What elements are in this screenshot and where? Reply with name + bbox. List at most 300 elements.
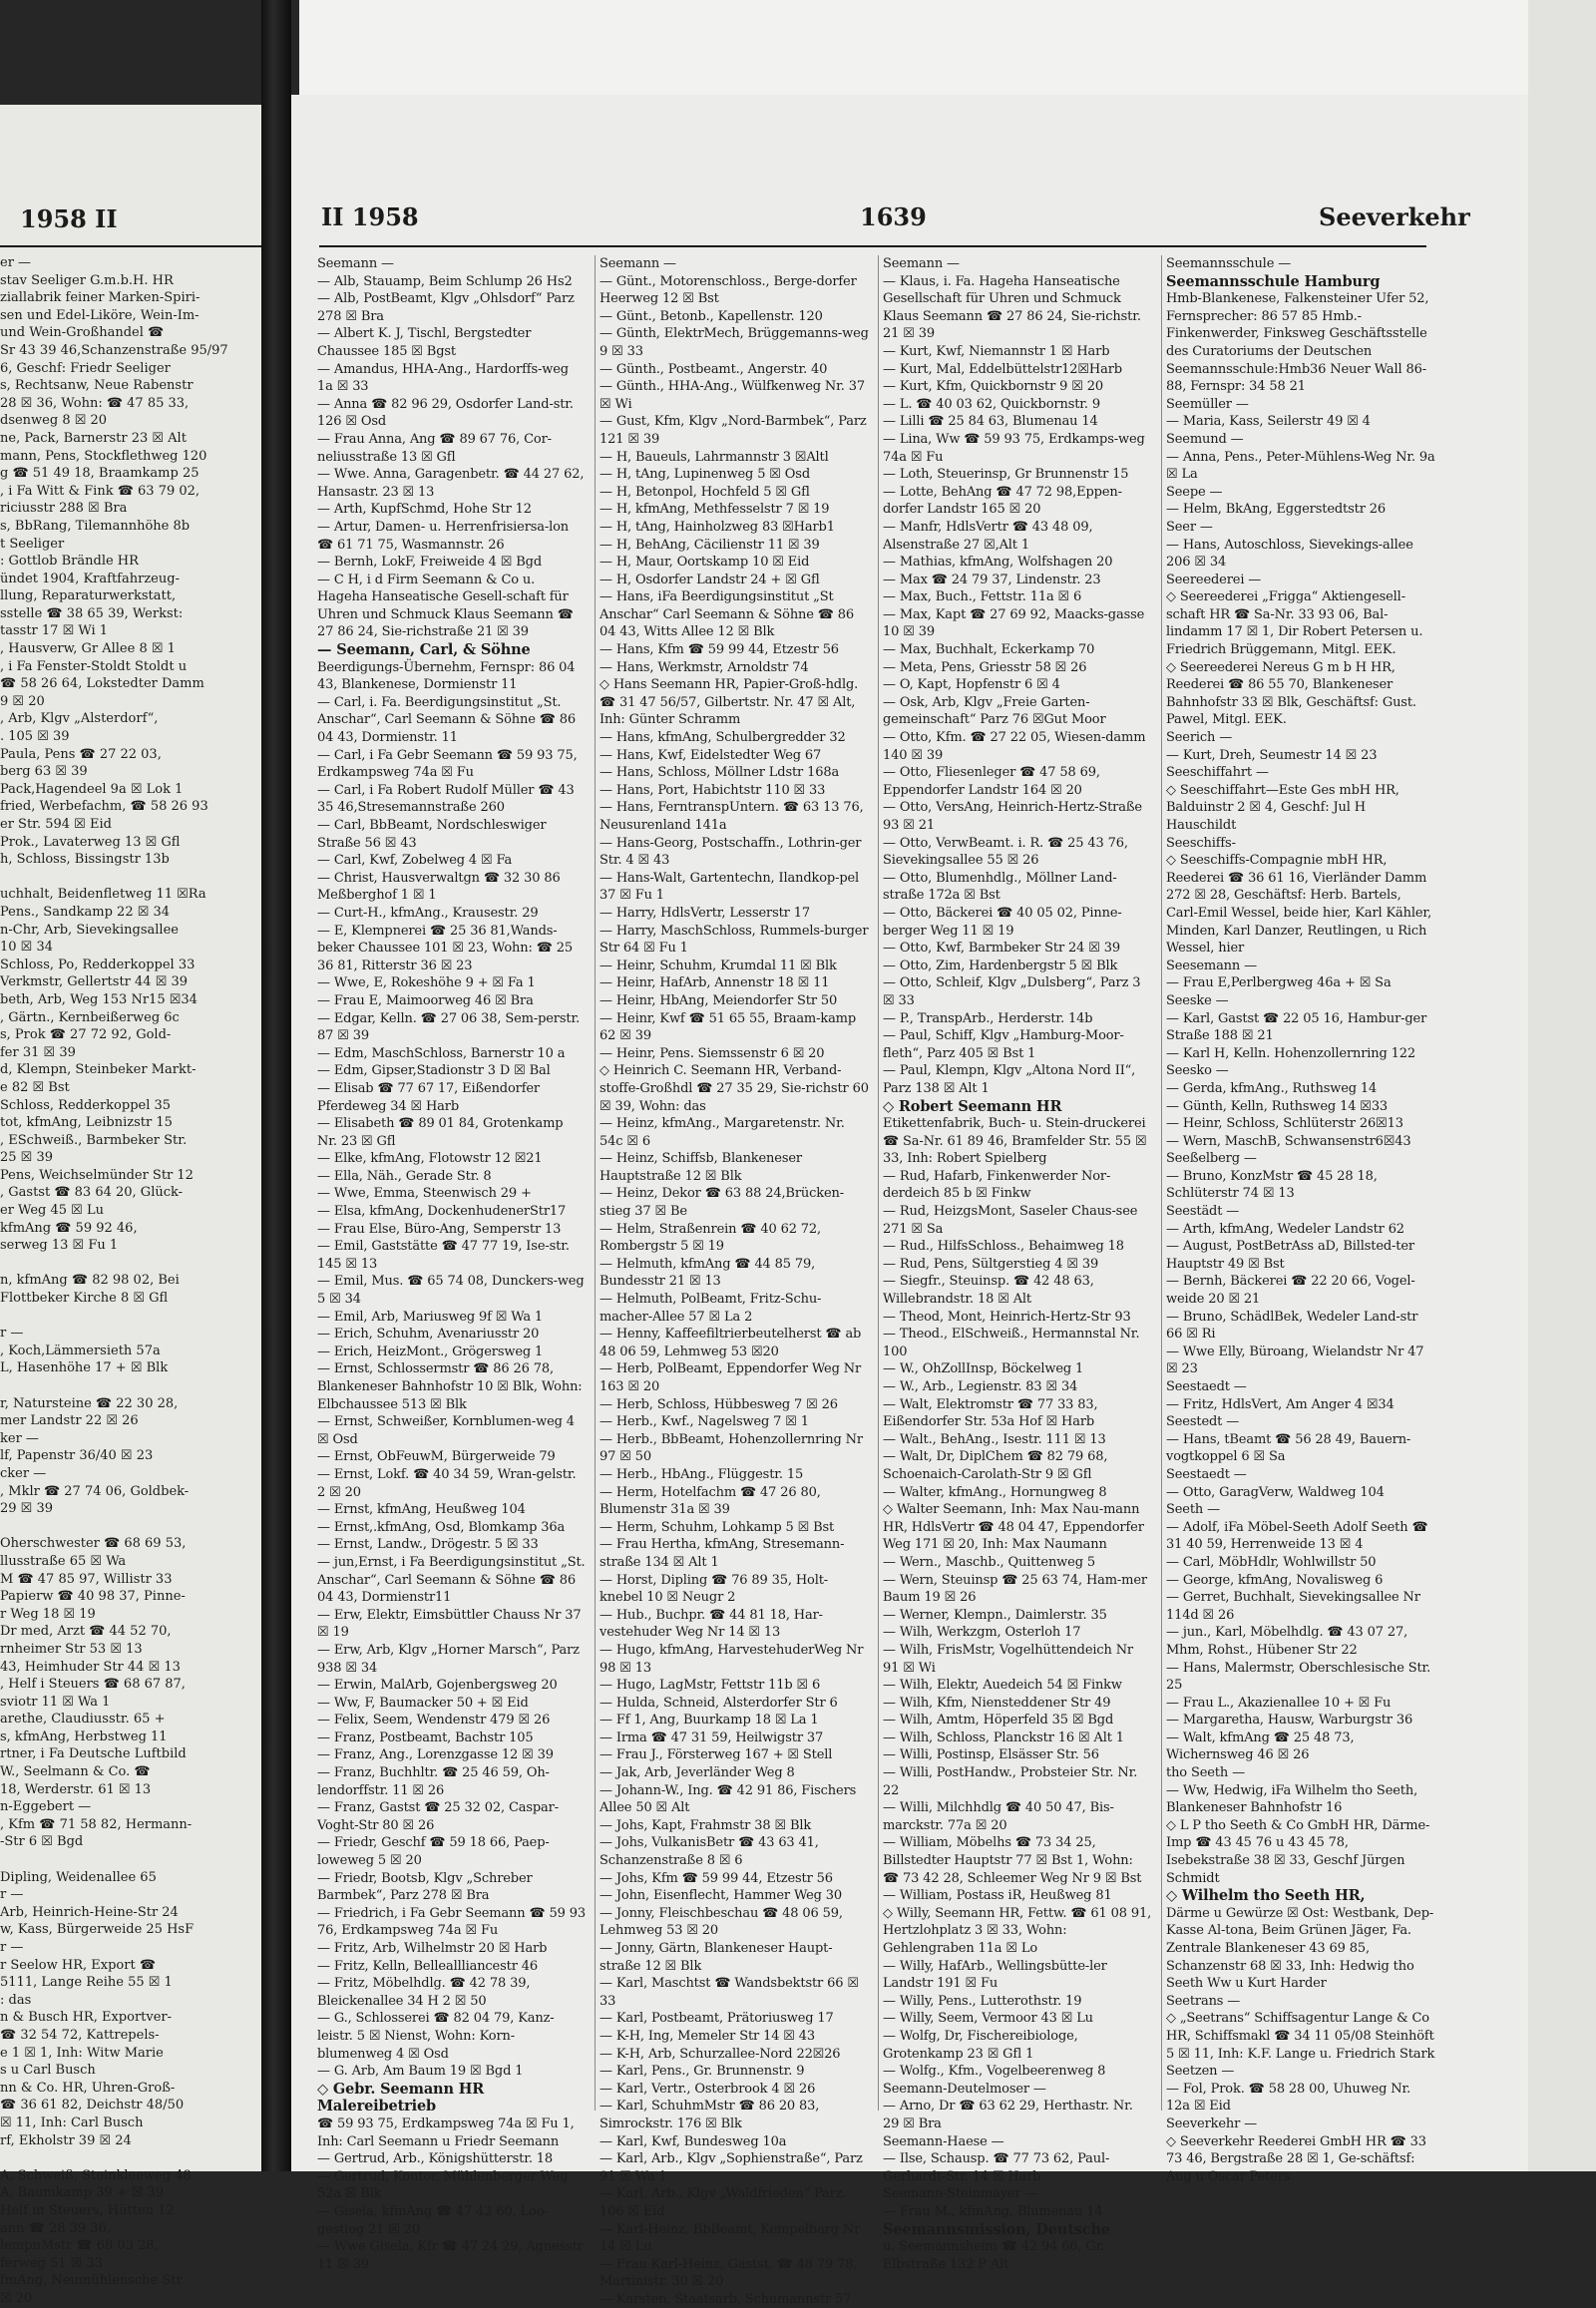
directory-entry-line: tot, kfmAng, Leibnizstr 15 bbox=[0, 1115, 173, 1131]
directory-entry-line: 10 ☒ 34 bbox=[0, 940, 54, 956]
directory-entry: — George, kfmAng, Novalisweg 6 bbox=[1166, 1572, 1384, 1588]
directory-entry-line: h, Schloss, Bissingstr 13b bbox=[0, 852, 170, 868]
directory-entry-line: 5111, Lange Reihe 55 ☒ 1 bbox=[0, 1975, 173, 1991]
directory-entry: — Otto, Bäckerei ☎ 40 05 02, Pinne-berger Weg 11 ☒ 19 bbox=[883, 905, 1122, 939]
directory-entry: — Herb., HbAng., Flüggestr. 15 bbox=[599, 1466, 804, 1482]
directory-entry: — Erich, Schuhm, Avenariusstr 20 bbox=[317, 1327, 540, 1343]
left-page-header: 1958 II bbox=[20, 204, 118, 233]
directory-entry-line: stav Seeliger G.m.b.H. HR bbox=[0, 272, 174, 288]
firm-heading: Seemannsmission, Deutsche bbox=[883, 2220, 1110, 2238]
scan-background-top bbox=[299, 0, 1528, 95]
directory-entry: — Artur, Damen- u. Herrenfrisiersa-lon ☎ 61 71 75, Wasmannstr. 26 bbox=[317, 519, 570, 553]
directory-entry-line: serweg 13 ☒ Fu 1 bbox=[0, 1238, 119, 1254]
directory-entry: — Kurt, Kwf, Niemannstr 1 ☒ Harb bbox=[883, 343, 1110, 359]
directory-entry-line: rnheimer Str 53 ☒ 13 bbox=[0, 1641, 143, 1657]
directory-entry: — Frau L., Akazienallee 10 + ☒ Fu bbox=[1166, 1695, 1392, 1711]
directory-entry: — Otto, VerwBeamt. i. R. ☎ 25 43 76, Sievekingsallee 55 ☒ 26 bbox=[883, 835, 1128, 869]
directory-entry: — Theod, Mont, Heinrich-Hertz-Str 93 bbox=[883, 1309, 1131, 1325]
directory-entry-line: Dipling, Weidenallee 65 bbox=[0, 1869, 157, 1885]
surname-heading: Seepe — bbox=[1166, 484, 1223, 500]
directory-entry: — Franz, Postbeamt, Bachstr 105 bbox=[317, 1730, 534, 1745]
surname-heading: Seemann — bbox=[883, 256, 960, 271]
directory-entry: — Carl, Kwf, Zobelweg 4 ☒ Fa bbox=[317, 853, 513, 869]
directory-entry: — Wilh, Werkzgm, Osterloh 17 bbox=[883, 1625, 1081, 1641]
directory-entry-line: llusstraße 65 ☒ Wa bbox=[0, 1553, 127, 1569]
directory-entry-line: ne, Pack, Barnerstr 23 ☒ Alt bbox=[0, 430, 187, 446]
directory-entry: — Manfr, HdlsVertr ☎ 43 48 09, Alsenstraße 27 ☒,Alt 1 bbox=[883, 519, 1093, 553]
directory-entry: — Bruno, KonzMstr ☎ 45 28 18, Schlüterstr 74 ☒ 13 bbox=[1166, 1168, 1378, 1202]
directory-entry: — Johann-W., Ing. ☎ 42 91 86, Fischers Allee 50 ☒ Alt bbox=[599, 1782, 857, 1816]
directory-entry: — Wwe. Anna, Garagenbetr. ☎ 44 27 62, Hansastr. 23 ☒ 13 bbox=[317, 467, 585, 500]
directory-entry-line: uchhalt, Beidenfletweg 11 ☒Ra bbox=[0, 887, 206, 903]
surname-heading: Seemann-Haese — bbox=[883, 2133, 1004, 2149]
directory-entry: — Hans-Georg, Postschaffn., Lothrin-ger Str. 4 ☒ 43 bbox=[599, 835, 862, 869]
directory-entry-line: ☎ 36 61 82, Deichstr 48/50 bbox=[0, 2098, 185, 2114]
directory-entry-line: -Str 6 ☒ Bgd bbox=[0, 1834, 84, 1850]
left-header-rule bbox=[0, 245, 261, 247]
directory-entry: — Hans, iFa Beerdigungsinstitut „St Anschar“ Carl Seemann & Söhne ☎ 86 04 43, Witts Allee 12 ☒ Blk bbox=[599, 589, 855, 640]
directory-entry: — Frau Anna, Ang ☎ 89 67 76, Cor-neliusstraße 13 ☒ Gfl bbox=[317, 431, 552, 465]
directory-entry-line: s, BbRang, Tilemannhöhe 8b bbox=[0, 518, 191, 534]
directory-entry-line: mer Landstr 22 ☒ 26 bbox=[0, 1413, 139, 1429]
directory-entry: — Rud, Pens, Sültgerstieg 4 ☒ 39 bbox=[883, 1256, 1099, 1272]
directory-entry: Hmb-Blankenese, Falkensteiner Ufer 52, Fernsprecher: 86 57 85 Hmb.-Finkenwerder, Finksweg Geschäftsstelle des Curatoriums der Deutschen Seemannsschule:Hmb36 Neuer Wall 86-88, Fernspr: 34 58 21 bbox=[1166, 291, 1429, 395]
directory-entry: — Walt, Elektromstr ☎ 77 33 83, Eißendorfer Str. 53a Hof ☒ Harb bbox=[883, 1396, 1098, 1430]
directory-entry: — Helm, BkAng, Eggerstedtstr 26 bbox=[1166, 502, 1387, 518]
directory-entry-line: sen und Edel-Liköre, Wein-Im- bbox=[0, 307, 200, 323]
directory-entry-line bbox=[0, 869, 261, 887]
directory-entry: — Loth, Steuerinsp, Gr Brunnenstr 15 bbox=[883, 467, 1129, 483]
directory-entry-line: 25 ☒ 39 bbox=[0, 1150, 54, 1166]
directory-entry: — Hugo, LagMstr, Fettstr 11b ☒ 6 bbox=[599, 1678, 821, 1694]
directory-entry: — Kurt, Mal, Eddelbüttelstr12☒Harb bbox=[883, 361, 1122, 377]
directory-entry: — Ernst, Lokf. ☎ 40 34 59, Wran-gelstr. 2 ☒ 20 bbox=[317, 1466, 577, 1500]
directory-entry: — Bernh, LokF, Freiweide 4 ☒ Bgd bbox=[317, 555, 542, 571]
directory-entry: — Günth., Postbeamt., Angerstr. 40 bbox=[599, 361, 828, 377]
directory-entry: — Otto, Blumenhdlg., Möllner Land-straße 172a ☒ Bst bbox=[883, 870, 1117, 904]
firm-heading: — Seemann, Carl, & Söhne bbox=[317, 641, 531, 659]
directory-entry: — Otto, Zim, Hardenbergstr 5 ☒ Blk bbox=[883, 958, 1118, 973]
directory-entry: — Frau Karl-Heinz, Gastst. ☎ 48 79 78, Martinistr. 30 ☒ 20 bbox=[599, 2256, 858, 2290]
directory-entry: — Hub., Buchpr. ☎ 44 81 18, Har-vestehuder Weg Nr 14 ☒ 13 bbox=[599, 1607, 823, 1641]
directory-entry-line: und Wein-Großhandel ☎ bbox=[0, 325, 165, 341]
directory-entry: — Frau Else, Büro-Ang, Semperstr 13 bbox=[317, 1221, 562, 1237]
directory-entry: — Wilh, Amtm, Höperfeld 35 ☒ Bgd bbox=[883, 1713, 1114, 1729]
directory-entry: — Otto, GaragVerw, Waldweg 104 bbox=[1166, 1484, 1385, 1500]
directory-entry: — Anna ☎ 82 96 29, Osdorfer Land-str. 126 ☒ Osd bbox=[317, 396, 574, 430]
directory-entry: — Frau E, Maimoorweg 46 ☒ Bra bbox=[317, 992, 534, 1008]
directory-entry: — Walt, kfmAng ☎ 25 48 73, Wichernsweg 46 ☒ 26 bbox=[1166, 1730, 1355, 1763]
directory-entry-line bbox=[0, 2149, 261, 2167]
directory-entry-line: Verkmstr, Gellertstr 44 ☒ 39 bbox=[0, 974, 189, 990]
directory-entry-line: , Mklr ☎ 27 74 06, Goldbek- bbox=[0, 1483, 190, 1499]
directory-entry: Etikettenfabrik, Buch- u. Stein-druckerei ☎ Sa-Nr. 61 89 46, Bramfelder Str. 55 ☒ 33, Inh: Robert Spielberg bbox=[883, 1116, 1147, 1167]
directory-entry: — Carl, MöbHdlr, Wohlwillstr 50 bbox=[1166, 1554, 1377, 1570]
directory-entry: ◇ Seereederei Nereus G m b H HR, Reederei ☎ 86 55 70, Blankeneser Bahnhofstr 33 ☒ Blk, Geschäftsf: Gust. Pawel, Mitgl. EEK. bbox=[1166, 659, 1416, 728]
directory-entry: — Friedr, Bootsb, Klgv „Schreber Barmbek“, Parz 278 ☒ Bra bbox=[317, 1870, 533, 1904]
directory-entry: — John, Eisenflecht, Hammer Weg 30 bbox=[599, 1888, 843, 1904]
directory-entry-line: M ☎ 47 85 97, Willistr 33 bbox=[0, 1571, 173, 1587]
directory-entry: — Anna, Pens., Peter-Mühlens-Weg Nr. 9a ☒ La bbox=[1166, 449, 1435, 483]
directory-entry: — Otto, Kfm. ☎ 27 22 05, Wiesen-damm 140 ☒ 39 bbox=[883, 730, 1146, 763]
directory-entry: — Otto, Schleif, Klgv „Dulsberg“, Parz 3 ☒ 33 bbox=[883, 975, 1141, 1008]
directory-entry: — H, Betonpol, Hochfeld 5 ☒ Gfl bbox=[599, 484, 810, 500]
directory-entry-line: Schloss, Po, Redderkoppel 33 bbox=[0, 957, 196, 972]
directory-entry-line: Pens, Weichselmünder Str 12 bbox=[0, 1167, 194, 1183]
directory-entry: — Erwin, MalArb, Gojenbergsweg 20 bbox=[317, 1678, 558, 1694]
directory-entry: — Alb, Stauamp, Beim Schlump 26 Hs2 bbox=[317, 273, 573, 289]
directory-entry: u. Seemannsheim ☎ 42 94 66, Gr. Elbstraße 132 P Alt bbox=[883, 2239, 1105, 2272]
directory-entry-line: kfmAng ☎ 59 92 46, bbox=[0, 1220, 138, 1236]
directory-entry: — K-H, Ing, Memeler Str 14 ☒ 43 bbox=[599, 2028, 816, 2044]
directory-entry-line: Helf in Steuers, Hütten 12 bbox=[0, 2202, 175, 2218]
directory-entry-line: . 105 ☒ 39 bbox=[0, 729, 70, 745]
directory-entry: ☎ 59 93 75, Erdkampsweg 74a ☒ Fu 1, Inh: Carl Seemann u Friedr Seemann bbox=[317, 2116, 575, 2149]
directory-entry-line: sstelle ☎ 38 65 39, Werkst: bbox=[0, 605, 184, 621]
directory-entry-line: ker — bbox=[0, 1430, 39, 1446]
directory-entry-line: r — bbox=[0, 1326, 24, 1342]
directory-entry: — Werner, Klempn., Daimlerstr. 35 bbox=[883, 1607, 1107, 1623]
directory-entry: — Wern, MaschB, Schwansenstr6☒43 bbox=[1166, 1133, 1411, 1149]
directory-entry: — Lotte, BehAng ☎ 47 72 98,Eppen-dorfer Landstr 165 ☒ 20 bbox=[883, 484, 1122, 518]
directory-entry-line: n-Eggebert — bbox=[0, 1799, 92, 1815]
directory-entry: — Friedr, Geschf ☎ 59 18 66, Paep-loweweg 5 ☒ 20 bbox=[317, 1835, 550, 1869]
firm-heading: Seemannsschule Hamburg bbox=[1166, 272, 1381, 290]
directory-entry-line: 43, Heimhuder Str 44 ☒ 13 bbox=[0, 1659, 181, 1675]
directory-entry: — Johs, VulkanisBetr ☎ 43 63 41, Schanzenstraße 8 ☒ 6 bbox=[599, 1835, 819, 1869]
directory-entry: — Jonny, Gärtn, Blankeneser Haupt-straße 12 ☒ Blk bbox=[599, 1941, 833, 1974]
directory-entry-line: 18, Werderstr. 61 ☒ 13 bbox=[0, 1781, 152, 1797]
directory-entry: — Heinr, HbAng, Meiendorfer Str 50 bbox=[599, 992, 838, 1008]
directory-entry: — Wilh, FrisMstr, Vogelhüttendeich Nr 91 ☒ Wi bbox=[883, 1642, 1133, 1676]
directory-entry-line: er Str. 594 ☒ Eid bbox=[0, 817, 112, 832]
directory-entry-line: fer 31 ☒ 39 bbox=[0, 1044, 76, 1060]
directory-entry: — Walt, Dr, DiplChem ☎ 82 79 68, Schoenaich-Carolath-Str 9 ☒ Gfl bbox=[883, 1449, 1108, 1482]
directory-entry: — L. ☎ 40 03 62, Quickbornstr. 9 bbox=[883, 396, 1101, 412]
directory-entry: — Karl, Gastst ☎ 22 05 16, Hambur-ger Straße 188 ☒ 21 bbox=[1166, 1010, 1427, 1044]
directory-entry: — Erw, Elektr, Eimsbüttler Chauss Nr 37 ☒ 19 bbox=[317, 1607, 582, 1641]
directory-entry-line: mann, Pens, Stockflethweg 120 bbox=[0, 448, 207, 464]
directory-entry: — Emil, Mus. ☎ 65 74 08, Dunckers-weg 5 ☒ 34 bbox=[317, 1274, 585, 1308]
directory-entry: — Willi, Postinsp, Elsässer Str. 56 bbox=[883, 1747, 1099, 1763]
directory-entry-line: r, Natursteine ☎ 22 30 28, bbox=[0, 1395, 179, 1411]
directory-entry: — Karl, Arb., Klgv „Waldfrieden“ Parz. 106 ☒ Eid bbox=[599, 2186, 847, 2219]
directory-entry: — Felix, Seem, Wendenstr 479 ☒ 26 bbox=[317, 1713, 551, 1729]
directory-entry: — Irma ☎ 47 31 59, Heilwigstr 37 bbox=[599, 1730, 824, 1745]
directory-entry: — Willi, PostHandw., Probsteier Str. Nr. 22 bbox=[883, 1765, 1138, 1798]
right-header-rule bbox=[319, 245, 1426, 247]
directory-entry-line: A, Baumkamp 39 + ☒ 39 bbox=[0, 2185, 165, 2201]
directory-entry: — Bernh, Bäckerei ☎ 22 20 66, Vogel-weide 20 ☒ 21 bbox=[1166, 1274, 1415, 1308]
surname-heading: Seerich — bbox=[1166, 730, 1233, 746]
directory-entry-line bbox=[0, 1377, 261, 1395]
directory-entry: ◇ „Seetrans“ Schiffsagentur Lange & Co HR, Schiffsmakl ☎ 34 11 05/08 Steinhöft 5 ☒ 11, Inh: K.F. Lange u. Friedrich Stark bbox=[1166, 2011, 1435, 2062]
directory-entry-line: n-Chr, Arb, Sievekingsallee bbox=[0, 922, 179, 938]
section-title: Seeverkehr bbox=[1319, 202, 1470, 231]
surname-heading: Seetzen — bbox=[1166, 2064, 1235, 2080]
surname-heading: Seestedt — bbox=[1166, 1414, 1240, 1430]
directory-entry-line: , Arb, Klgv „Alsterdorf“, bbox=[0, 711, 159, 727]
directory-entry: — Hans, Werkmstr, Arnoldstr 74 bbox=[599, 659, 809, 675]
directory-entry-line: dsenweg 8 ☒ 20 bbox=[0, 413, 108, 429]
directory-entry: — W., Arb., Legienstr. 83 ☒ 34 bbox=[883, 1379, 1078, 1394]
surname-heading: Seesemann — bbox=[1166, 958, 1257, 973]
directory-entry: — Heinz, Schiffsb, Blankeneser Hauptstraße 12 ☒ Blk bbox=[599, 1151, 802, 1184]
directory-entry: — Max ☎ 24 79 37, Lindenstr. 23 bbox=[883, 572, 1101, 587]
directory-entry: — Arth, kfmAng, Wedeler Landstr 62 bbox=[1166, 1221, 1404, 1237]
column-divider bbox=[1161, 255, 1162, 2111]
directory-entry: — Herm, Hotelfachm ☎ 47 26 80, Blumenstr 31a ☒ 39 bbox=[599, 1484, 821, 1518]
directory-entry: — Gust, Kfm, Klgv „Nord-Barmbek“, Parz 121 ☒ 39 bbox=[599, 414, 867, 447]
directory-entry: — Wwe, Emma, Steenwisch 29 + bbox=[317, 1186, 532, 1202]
directory-entry: — Günt., Motorenschloss., Berge-dorfer Heerweg 12 ☒ Bst bbox=[599, 273, 857, 307]
directory-entry: — Wwe Elly, Büroang, Wielandstr Nr 47 ☒ 23 bbox=[1166, 1344, 1424, 1377]
directory-entry-line: 28 ☒ 36, Wohn: ☎ 47 85 33, bbox=[0, 395, 190, 411]
directory-entry: — Johs, Kfm ☎ 59 99 44, Etzestr 56 bbox=[599, 1870, 833, 1886]
directory-entry: ◇ Willy, Seemann HR, Fettw. ☎ 61 08 91, Hertzlohplatz 3 ☒ 33, Wohn: Gehlengraben 11a ☒ Lo bbox=[883, 1905, 1152, 1956]
directory-entry: — Curt-H., kfmAng., Krausestr. 29 bbox=[317, 905, 539, 921]
directory-entry-line: , Gärtn., Kernbeißerweg 6c bbox=[0, 1009, 180, 1025]
directory-entry-line: tasstr 17 ☒ Wi 1 bbox=[0, 623, 109, 639]
directory-entry-line: cker — bbox=[0, 1465, 47, 1481]
left-page-column bbox=[0, 254, 261, 2306]
surname-heading: Seesko — bbox=[1166, 1063, 1229, 1079]
directory-entry-line: Schloss, Redderkoppel 35 bbox=[0, 1097, 172, 1113]
directory-entry: — Wilh, Elektr, Auedeich 54 ☒ Finkw bbox=[883, 1678, 1122, 1694]
surname-heading: Seeschiffs- bbox=[1166, 835, 1236, 851]
directory-entry-line: n & Busch HR, Exportver- bbox=[0, 2010, 173, 2026]
directory-entry-line: Dr med, Arzt ☎ 44 52 70, bbox=[0, 1624, 172, 1640]
directory-column-4 bbox=[1166, 255, 1435, 2184]
surname-heading: Seestädt — bbox=[1166, 1204, 1240, 1220]
directory-entry-line bbox=[0, 1308, 261, 1326]
directory-entry-line: fmAng, Neumühlensche Str bbox=[0, 2273, 183, 2289]
directory-entry: ◇ Seeverkehr Reederei GmbH HR ☎ 33 73 46, Bergstraße 28 ☒ 1, Ge-schäftsf: Aug u Oscar Peters bbox=[1166, 2133, 1426, 2184]
firm-heading: ◇ Gebr. Seemann HR Malereibetrieb bbox=[317, 2080, 485, 2116]
directory-entry: — Hans, tBeamt ☎ 56 28 49, Bauern-vogtkoppel 6 ☒ Sa bbox=[1166, 1431, 1411, 1465]
directory-entry: — Günth., HHA-Ang., Wülfkenweg Nr. 37 ☒ Wi bbox=[599, 379, 866, 412]
directory-entry-line: lf, Papenstr 36/40 ☒ 23 bbox=[0, 1448, 154, 1464]
directory-entry: — Hulda, Schneid, Alsterdorfer Str 6 bbox=[599, 1695, 838, 1711]
directory-entry-line bbox=[0, 1255, 261, 1273]
directory-entry: — Erw, Arb, Klgv „Horner Marsch“, Parz 938 ☒ 34 bbox=[317, 1642, 580, 1676]
directory-entry: — Alb, PostBeamt, Klgv „Ohlsdorf“ Parz 278 ☒ Bra bbox=[317, 291, 575, 324]
directory-entry: — Heinr, Schuhm, Krumdal 11 ☒ Blk bbox=[599, 958, 837, 973]
directory-entry: — Ff 1, Ang, Buurkamp 18 ☒ La 1 bbox=[599, 1713, 819, 1729]
directory-entry: Därme u Gewürze ☒ Ost: Westbank, Dep-Kasse Al-tona, Beim Grünen Jäger, Fa. Zentrale Blankeneser 43 69 85, Schanzenstr 68 ☒ 33, Inh: Hedwig tho Seeth Ww u Kurt Harder bbox=[1166, 1905, 1434, 1992]
directory-entry: — K-H, Arb, Schurzallee-Nord 22☒26 bbox=[599, 2046, 841, 2062]
directory-entry-line: llung, Reparaturwerkstatt, bbox=[0, 588, 177, 604]
directory-entry: — Ella, Näh., Gerade Str. 8 bbox=[317, 1168, 492, 1184]
directory-entry: — Herb, PolBeamt, Eppendorfer Weg Nr 163 ☒ 20 bbox=[599, 1361, 862, 1394]
directory-entry: — Karl-Heinz, BbBeamt, Kempelbarg Nr 14 ☒ Lu bbox=[599, 2221, 861, 2255]
directory-entry: — Horst, Dipling ☎ 76 89 35, Holt-knebel 10 ☒ Neugr 2 bbox=[599, 1572, 829, 1606]
directory-entry: — William, Möbelhs ☎ 73 34 25, Billstedter Hauptstr 77 ☒ Bst 1, Wohn: ☎ 73 42 28, Schleemer Weg Nr 9 ☒ Bst bbox=[883, 1835, 1142, 1886]
surname-heading: Seemann — bbox=[317, 256, 394, 271]
directory-entry-line: 29 ☒ 39 bbox=[0, 1501, 54, 1517]
directory-entry: — Friedrich, i Fa Gebr Seemann ☎ 59 93 76, Erdkampsweg 74a ☒ Fu bbox=[317, 1905, 586, 1939]
directory-entry-line: s u Carl Busch bbox=[0, 2063, 96, 2079]
directory-entry: — Paul, Schiff, Klgv „Hamburg-Moor-fleth“, Parz 405 ☒ Bst 1 bbox=[883, 1028, 1124, 1061]
directory-entry: — Wwe Gisela, Kfr ☎ 47 24 29, Agnesstr 11 ☒ 39 bbox=[317, 2239, 584, 2272]
directory-entry: ◇ L P tho Seeth & Co GmbH HR, Därme-Imp ☎ 43 45 76 u 43 45 78, Isebekstraße 38 ☒ 33, Geschf Jürgen Schmidt bbox=[1166, 1817, 1430, 1886]
directory-entry: — Fritz, Möbelhdlg. ☎ 42 78 39, Bleickenallee 34 H 2 ☒ 50 bbox=[317, 1976, 531, 2009]
directory-entry: — Fritz, Kelln, Belleallliancestr 46 bbox=[317, 1958, 538, 1974]
directory-entry: — O, Kapt, Hopfenstr 6 ☒ 4 bbox=[883, 677, 1060, 693]
directory-entry: — Albert K. J, Tischl, Bergstedter Chaussee 185 ☒ Bgst bbox=[317, 326, 532, 359]
directory-entry: — Hans, Port, Habichtstr 110 ☒ 33 bbox=[599, 782, 826, 798]
directory-column-3 bbox=[883, 255, 1152, 2272]
directory-entry-line: , Kfm ☎ 71 58 82, Hermann- bbox=[0, 1816, 193, 1832]
directory-entry: — Arth, KupfSchmd, Hohe Str 12 bbox=[317, 502, 532, 518]
surname-heading: Seemund — bbox=[1166, 431, 1244, 447]
directory-entry: — H, Baueuls, Lahrmannstr 3 ☒Altl bbox=[599, 449, 829, 465]
directory-entry: — C H, i d Firm Seemann & Co u. Hageha Hanseatische Gesell-schaft für Uhren und Schmuck Klaus Seemann ☎ 27 86 24, Sie-richstraße 21 ☒ 39 bbox=[317, 572, 574, 640]
directory-entry-line: ☒ 11, Inh: Carl Busch bbox=[0, 2115, 144, 2130]
directory-entry: — Frau J., Försterweg 167 + ☒ Stell bbox=[599, 1747, 833, 1763]
scan-background-right bbox=[1528, 0, 1596, 2171]
directory-entry-line: , Koch,Lämmersieth 57a bbox=[0, 1343, 161, 1358]
surname-heading: Seereederei — bbox=[1166, 572, 1262, 587]
surname-heading: Seemannsschule — bbox=[1166, 256, 1292, 271]
directory-entry: — Willi, Milchhdlg ☎ 40 50 47, Bis-marckstr. 77a ☒ 20 bbox=[883, 1800, 1114, 1833]
directory-entry: — Osk, Arb, Klgv „Freie Garten-gemeinschaft“ Parz 76 ☒Gut Moor bbox=[883, 694, 1106, 728]
directory-entry: — Harry, HdlsVertr, Lesserstr 17 bbox=[599, 905, 810, 921]
directory-entry-line: Oherschwester ☎ 68 69 53, bbox=[0, 1536, 187, 1552]
directory-entry: — Heinr, Schloss, Schlüterstr 26☒13 bbox=[1166, 1116, 1403, 1132]
directory-entry: ◇ Heinrich C. Seemann HR, Verband-stoffe-Großhdl ☎ 27 35 29, Sie-richstr 60 ☒ 39, Wohn: das bbox=[599, 1063, 869, 1114]
directory-entry: — August, PostBetrAss aD, Billsted-ter Hauptstr 49 ☒ Bst bbox=[1166, 1239, 1414, 1272]
directory-entry: — jun., Karl, Möbelhdlg. ☎ 43 07 27, Mhm, Rohst., Hübener Str 22 bbox=[1166, 1625, 1408, 1658]
surname-heading: Seemann-Deutelmoser — bbox=[883, 2081, 1046, 2097]
directory-entry: — Heinz, kfmAng., Margaretenstr. Nr. 54c ☒ 6 bbox=[599, 1116, 845, 1149]
directory-entry-line: ☒ 20 bbox=[0, 2290, 33, 2306]
directory-entry: — Edm, MaschSchloss, Barnerstr 10 a bbox=[317, 1045, 566, 1061]
directory-entry: — Herb., BbBeamt, Hohenzollernring Nr 97 ☒ 50 bbox=[599, 1431, 863, 1465]
surname-heading: Seemann — bbox=[599, 256, 676, 271]
directory-entry-line: Arb, Heinrich-Heine-Str 24 bbox=[0, 1904, 179, 1920]
directory-entry-line: d, Klempn, Steinbeker Markt- bbox=[0, 1062, 197, 1078]
directory-entry: — Otto, Kwf, Barmbeker Str 24 ☒ 39 bbox=[883, 941, 1120, 957]
directory-entry: — Kurt, Dreh, Seumestr 14 ☒ 23 bbox=[1166, 747, 1378, 763]
directory-entry: ◇ Seereederei „Frigga“ Aktiengesell-schaft HR ☎ Sa-Nr. 33 93 06, Bal-lindamm 17 ☒ 1, Dir Robert Petersen u. Friedrich Brüggemann, Mitgl. EEK. bbox=[1166, 589, 1423, 658]
directory-entry-line: r — bbox=[0, 1940, 24, 1955]
directory-entry: — H, Maur, Oortskamp 10 ☒ Eid bbox=[599, 555, 810, 571]
surname-heading: Seestaedt — bbox=[1166, 1379, 1247, 1394]
surname-heading: Seestaedt — bbox=[1166, 1466, 1247, 1482]
directory-entry: — Hans, Schloss, Möllner Ldstr 168a bbox=[599, 765, 840, 781]
directory-entry: — Helmuth, PolBeamt, Fritz-Schu-macher-Allee 57 ☒ La 2 bbox=[599, 1292, 822, 1325]
directory-entry: — Max, Buchhalt, Eckerkamp 70 bbox=[883, 642, 1095, 658]
directory-entry-line: beth, Arb, Weg 153 Nr15 ☒34 bbox=[0, 991, 198, 1007]
directory-entry: — Karl, Arb., Klgv „Sophienstraße“, Parz 91 ☒ Wa 1 bbox=[599, 2151, 863, 2184]
directory-entry: — Maria, Kass, Seilerstr 49 ☒ 4 bbox=[1166, 414, 1371, 430]
directory-entry: ◇ Seeschiffs-Compagnie mbH HR, Reederei ☎ 36 61 16, Vierländer Damm 272 ☒ 28, Geschäftsf: Herb. Bartels, Carl-Emil Wessel, beide hier, Karl Kähler, Minden, Karl Danzer, Reutlingen, u Rich Wessel, hier bbox=[1166, 853, 1432, 957]
directory-entry: — Mathias, kfmAng, Wolfshagen 20 bbox=[883, 555, 1113, 571]
directory-entry-line: er — bbox=[0, 255, 32, 270]
directory-entry-line: ündet 1904, Kraftfahrzeug- bbox=[0, 571, 180, 586]
directory-entry: — H, Osdorfer Landstr 24 + ☒ Gfl bbox=[599, 572, 820, 587]
page-number: 1639 bbox=[860, 202, 927, 231]
directory-entry: — Jonny, Fleischbeschau ☎ 48 06 59, Lehmweg 53 ☒ 20 bbox=[599, 1905, 843, 1939]
directory-entry-line: ann ☎ 28 39 36, bbox=[0, 2220, 111, 2236]
directory-entry: — Elsa, kfmAng, DockenhudenerStr17 bbox=[317, 1204, 567, 1220]
directory-entry: — Arno, Dr ☎ 63 62 29, Herthastr. Nr. 29 ☒ Bra bbox=[883, 2099, 1133, 2131]
directory-entry: — Rud, Hafarb, Finkenwerder Nor-derdeich 85 b ☒ Finkw bbox=[883, 1168, 1111, 1202]
directory-entry-line: 9 ☒ 20 bbox=[0, 693, 45, 709]
directory-entry: — Ww, Hedwig, iFa Wilhelm tho Seeth, Blankeneser Bahnhofstr 16 bbox=[1166, 1782, 1418, 1816]
surname-heading: Seeßelberg — bbox=[1166, 1151, 1257, 1167]
directory-entry: — Karl, Pens., Gr. Brunnenstr. 9 bbox=[599, 2064, 805, 2080]
directory-entry-line: Papierw ☎ 40 98 37, Pinne- bbox=[0, 1589, 186, 1605]
directory-entry: — H, tAng, Hainholzweg 83 ☒Harb1 bbox=[599, 519, 835, 535]
directory-entry: — Jak, Arb, Jeverländer Weg 8 bbox=[599, 1765, 795, 1781]
directory-entry-line: Sr 43 39 46,Schanzenstraße 95/97 bbox=[0, 342, 228, 358]
directory-entry: — Ernst, Landw., Drögestr. 5 ☒ 33 bbox=[317, 1537, 539, 1553]
directory-entry: — Fol, Prok. ☎ 58 28 00, Uhuweg Nr. 12a ☒ Eid bbox=[1166, 2081, 1411, 2115]
directory-entry: — Otto, VersAng, Heinrich-Hertz-Straße 93 ☒ 21 bbox=[883, 800, 1142, 833]
directory-entry: — Elisabeth ☎ 89 01 84, Grotenkamp Nr. 23 ☒ Gfl bbox=[317, 1116, 564, 1149]
directory-entry: — Ernst,.kfmAng, Osd, Blomkamp 36a bbox=[317, 1519, 566, 1535]
directory-entry-line: sviotr 11 ☒ Wa 1 bbox=[0, 1694, 111, 1710]
directory-entry: — Carl, BbBeamt, Nordschleswiger Straße 56 ☒ 43 bbox=[317, 818, 547, 851]
directory-entry: — Ernst, Schlossermstr ☎ 86 26 78, Blankeneser Bahnhofstr 10 ☒ Blk, Wohn: Elbchaussee 513 ☒ Blk bbox=[317, 1361, 583, 1412]
directory-entry: — Gertrud, Arb., Königshütterstr. 18 bbox=[317, 2151, 554, 2167]
directory-entry: — Rud., HilfsSchloss., Behaimweg 18 bbox=[883, 1239, 1124, 1255]
directory-entry: — Ilse, Schausp. ☎ 77 73 62, Paul-Gerhardt-Str. 14 ☒ Harb bbox=[883, 2151, 1110, 2184]
directory-entry: — Günth, Kelln, Ruthsweg 14 ☒33 bbox=[1166, 1098, 1389, 1114]
directory-entry: — Karl, Postbeamt, Prätoriusweg 17 bbox=[599, 2011, 834, 2027]
surname-heading: Seemüller — bbox=[1166, 396, 1249, 412]
directory-entry: — Wolfg, Dr, Fischereibiologe, Grotenkamp 23 ☒ Gfl 1 bbox=[883, 2028, 1078, 2062]
directory-entry-line: nn & Co. HR, Uhren-Groß- bbox=[0, 2080, 176, 2096]
directory-entry: — Franz, Ang., Lorenzgasse 12 ☒ 39 bbox=[317, 1747, 554, 1763]
directory-entry: — Herm, Schuhm, Lohkamp 5 ☒ Bst bbox=[599, 1519, 835, 1535]
directory-entry: — Wern., Maschb., Quittenweg 5 bbox=[883, 1554, 1095, 1570]
directory-entry: — Hans, Kfm ☎ 59 99 44, Etzestr 56 bbox=[599, 642, 839, 658]
firm-heading: ◇ Robert Seemann HR bbox=[883, 1097, 1062, 1115]
directory-entry: — Ernst, Schweißer, Kornblumen-weg 4 ☒ Osd bbox=[317, 1414, 575, 1447]
directory-entry-line: riciusstr 288 ☒ Bra bbox=[0, 501, 128, 517]
directory-entry-line: L, Hasenhöhe 17 + ☒ Blk bbox=[0, 1360, 169, 1376]
directory-entry: — Hugo, kfmAng, HarvestehuderWeg Nr 98 ☒ 13 bbox=[599, 1642, 864, 1676]
directory-entry: — Frau M., kfmAng, Blumenau 14 bbox=[883, 2203, 1103, 2219]
directory-entry: — Henny, Kaffeefiltrierbeutelherst ☎ ab 48 06 59, Lehmweg 53 ☒20 bbox=[599, 1327, 862, 1359]
directory-entry: — Karl, Vertr., Osterbrook 4 ☒ 26 bbox=[599, 2081, 816, 2097]
directory-entry: — Edm, Gipser,Stadionstr 3 D ☒ Bal bbox=[317, 1063, 551, 1079]
directory-entry-line: Pack,Hagendeel 9a ☒ Lok 1 bbox=[0, 781, 184, 797]
directory-entry: — William, Postass iR, Heußweg 81 bbox=[883, 1888, 1112, 1904]
directory-entry: — Max, Kapt ☎ 27 69 92, Maacks-gasse 10 ☒ 39 bbox=[883, 606, 1145, 640]
directory-entry: — Willy, Pens., Lutterothstr. 19 bbox=[883, 1993, 1082, 2009]
directory-entry-line: , i Fa Fenster-Stoldt Stoldt u bbox=[0, 658, 188, 674]
directory-entry-line: ziallabrik feiner Marken-Spiri- bbox=[0, 290, 200, 306]
directory-entry: — Helm, Straßenrein ☎ 40 62 72, Rombergstr 5 ☒ 19 bbox=[599, 1221, 822, 1255]
directory-entry: — Frau Hertha, kfmAng, Stresemann-straße 134 ☒ Alt 1 bbox=[599, 1537, 845, 1570]
directory-entry: — Wilh, Kfm, Niensteddener Str 49 bbox=[883, 1695, 1111, 1711]
directory-entry-line: ☎ 32 54 72, Kattrepels- bbox=[0, 2027, 160, 2043]
directory-entry: — W., OhZollInsp, Böckelweg 1 bbox=[883, 1361, 1084, 1377]
directory-entry-line: rf, Ekholstr 39 ☒ 24 bbox=[0, 2132, 132, 2148]
directory-entry: — Carl, i Fa Robert Rudolf Müller ☎ 43 35 46,Stresemannstraße 260 bbox=[317, 782, 575, 816]
directory-entry: — H, kfmAng, Methfesselstr 7 ☒ 19 bbox=[599, 502, 830, 518]
directory-entry-line: e 1 ☒ 1, Inh: Witw Marie bbox=[0, 2045, 164, 2061]
directory-entry: — Harry, MaschSchloss, Rummels-burger Str 64 ☒ Fu 1 bbox=[599, 923, 869, 957]
directory-entry: ◇ Hans Seemann HR, Papier-Groß-hdlg. ☎ 31 47 56/57, Gilbertstr. Nr. 47 ☒ Alt, Inh: Günter Schramm bbox=[599, 677, 859, 728]
directory-entry: — Johs, Kapt, Frahmstr 38 ☒ Blk bbox=[599, 1817, 812, 1833]
directory-entry-line bbox=[0, 1851, 261, 1869]
surname-heading: Seeth — bbox=[1166, 1502, 1220, 1518]
